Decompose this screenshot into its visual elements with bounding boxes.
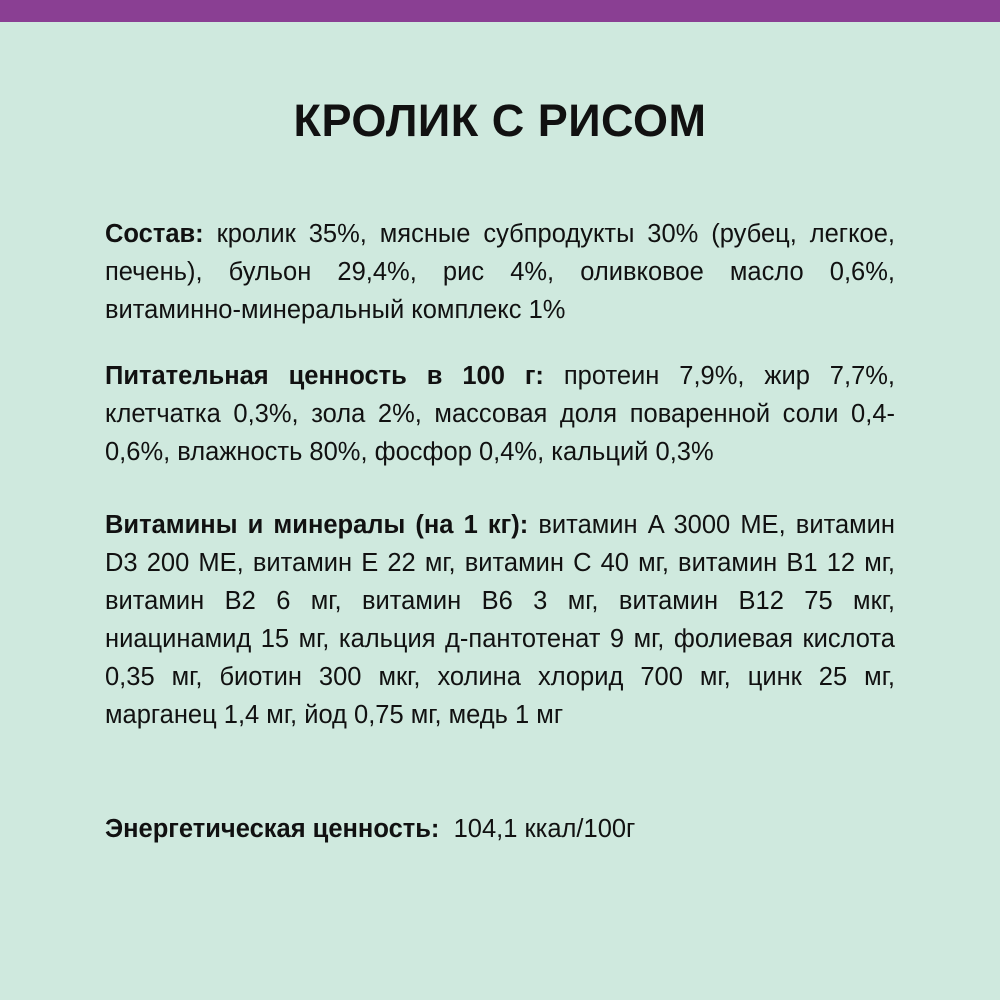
energy-text: 104,1 ккал/100г <box>439 815 636 843</box>
vitamins-text: витамин A 3000 ME, витамин D3 200 ME, витамин E 22 мг, витамин C 40 мг, витамин B1 12 мг, витамин B2 6 мг, витамин B6 3 мг, витамин B12 75 мкг, ниацинамид 15 мг, кальция д-пантотенат 9 мг, фолиевая кислота 0,35 мг, биотин 300 мкг, холина хлорид 700 мг, цинк 25 мг, марганец 1,4 мг, йод 0,75 мг, медь 1 мг <box>105 511 895 729</box>
composition-label: Состав: <box>105 220 204 248</box>
top-accent-bar <box>0 0 1000 22</box>
nutrition-section <box>105 357 895 471</box>
energy-section <box>105 810 895 848</box>
vitamins-label: Витамины и минералы (на 1 кг): <box>105 511 529 539</box>
vitamins-section <box>105 506 895 734</box>
composition-section <box>105 215 895 329</box>
nutrition-text: протеин 7,9%, жир 7,7%, клетчатка 0,3%, зола 2%, массовая доля поваренной соли 0,4-0,6%, влажность 80%, фосфор 0,4%, кальций 0,3% <box>105 362 896 466</box>
page-title: КРОЛИК С РИСОМ <box>293 95 707 146</box>
composition-text: кролик 35%, мясные субпродукты 30% (рубец, легкое, печень), бульон 29,4%, рис 4%, оливковое масло 0,6%, витаминно-минеральный комплекс 1% <box>105 220 895 324</box>
nutrition-label: Питательная ценность в 100 г: <box>105 362 544 390</box>
energy-label: Энергетическая ценность: <box>105 815 440 843</box>
